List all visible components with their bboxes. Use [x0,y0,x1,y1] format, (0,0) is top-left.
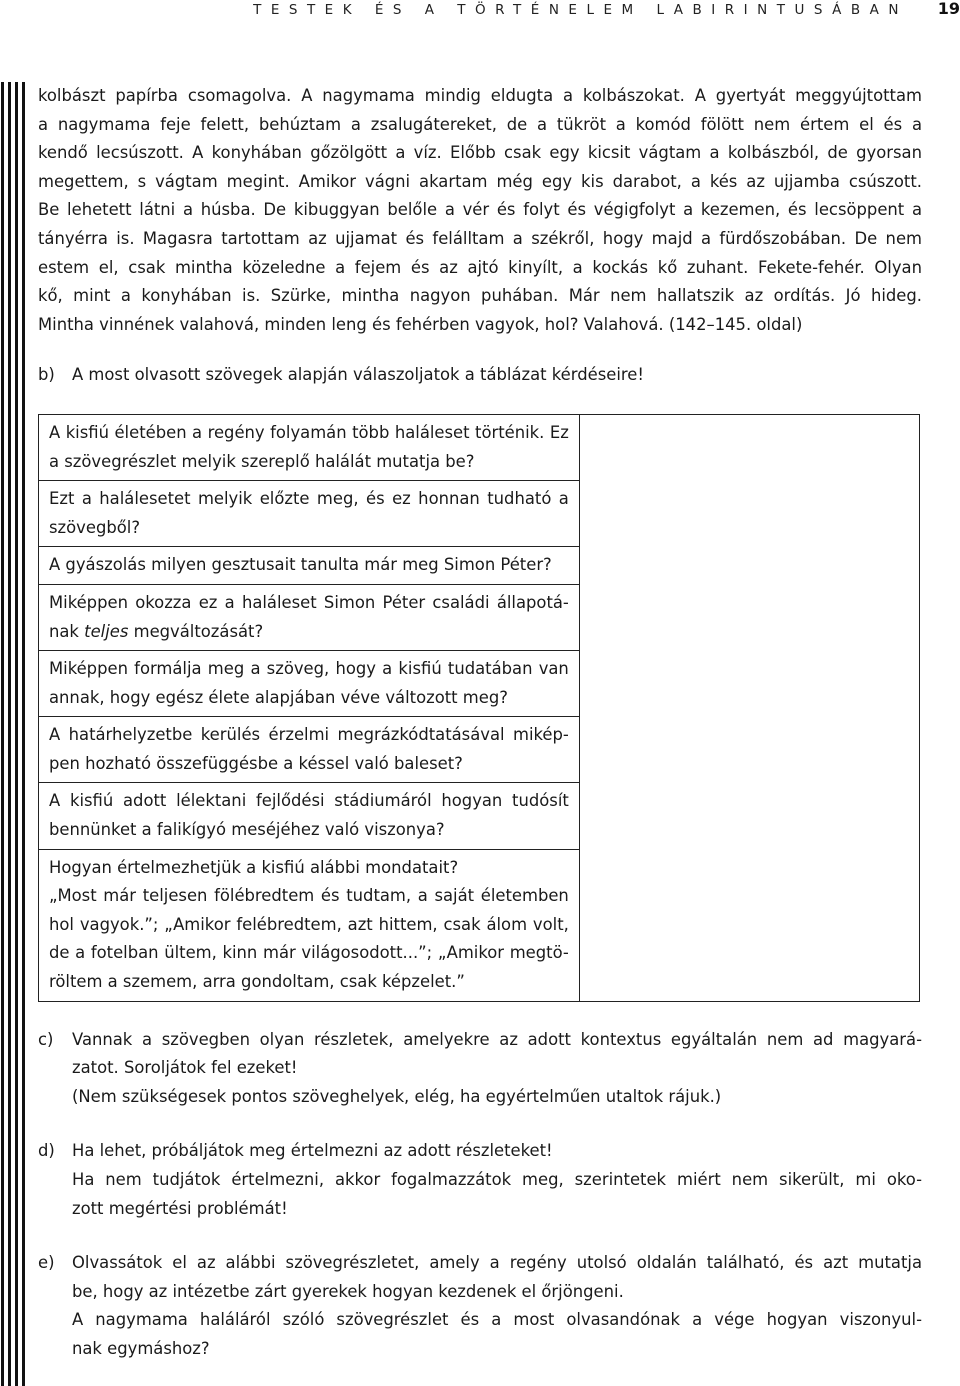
question-line: Ezt a halálesetet melyik előzte meg, és ez honnan tudható a [49,489,569,509]
table-row [39,414,920,480]
task-e [38,1249,922,1363]
task-line: Ha lehet, próbáljátok meg értelmezni az adott részleteket! [72,1141,553,1161]
task-line: be, hogy az intézetbe zárt gyerekek hogyan kezdenek el őrjöngeni. [72,1281,624,1301]
task-b [38,361,922,390]
task-letter: d) [38,1141,55,1161]
question-line: bennünket a falikígyó meséjéhez való viszonya? [49,820,445,840]
question-cell [39,584,580,650]
task-line: Ha nem tudjátok értelmezni, akkor fogalmazzátok meg, szerintetek miért nem sikerült, mi oko- [72,1170,922,1189]
question-cell [39,849,580,1001]
passage-line: estem el, csak mintha közeledne a fejem és az ajtó kinyílt, a kockás kő zuhant. Fekete-fehér. Olyan [38,257,922,277]
running-title: TESTEK ÉS A TÖRTÉNELEM LABIRINTUSÁBAN [253,2,908,18]
novel-passage [38,82,922,339]
page-content [38,82,922,1364]
question-line: Miképpen okozza ez a haláleset Simon Péter családi állapotá- [49,592,569,612]
emphasized-word: teljes [84,621,129,641]
question-line: hol vagyok.”; „Amikor felébredtem, azt hittem, csak álom volt, [49,914,569,934]
passage-line: tányérra is. Magasra tartottam az ujjamat és felálltam a székről, hogy majd a fürdőszobában. De nem [38,228,922,248]
question-line: annak, hogy egész élete alapjában véve változott meg? [49,687,508,707]
question-cell [39,547,580,585]
question-line: szövegből? [49,517,141,537]
question-line: de a fotelban ültem, kinn már világosodott...”; „Amikor megtö- [49,943,569,963]
question-line: A kisfiú életében a regény folyamán több haláleset történik. Ez [49,422,569,442]
question-cell [39,481,580,547]
passage-line: Be lehetett látni a húsba. De kibuggyan belőle a vér és folyt és végigfolyt a kezemen, és lecsöppent a [38,200,922,220]
answer-cell[interactable] [579,414,919,1001]
task-c [38,1026,922,1112]
question-text: megváltozását? [128,621,264,641]
page-number: 19 [937,0,960,18]
question-line: A kisfiú adott lélektani fejlődési stádiumáról hogyan tudósít [49,791,569,811]
task-line: Olvassátok el az alábbi szövegrészletet, amely a regény utolsó oldalán található, és azt mutatja [72,1253,922,1273]
question-line: Miképpen formálja meg a szöveg, hogy a kisfiú tudatában van [49,659,569,679]
question-cell [39,717,580,783]
margin-bar [15,82,18,1386]
answer-table [38,414,920,1002]
margin-bar [8,82,11,1386]
task-line: (Nem szükségesek pontos szöveghelyek, elég, ha egyértelműen utaltok rájuk.) [72,1086,722,1106]
question-cell [39,651,580,717]
task-line: zatot. Soroljátok fel ezeket! [72,1058,298,1078]
passage-line: a nagymama feje felett, behúztam a zsalugátereket, de a tükröt a komód fölött nem értem el és a [38,114,922,134]
question-line: Hogyan értelmezhetjük a kisfiú alábbi mondatait? [49,857,459,877]
task-letter: b) [38,365,55,385]
question-line: „Most már teljesen fölébredtem és tudtam, a saját életemben [49,886,569,906]
task-line: zott megértési problémát! [72,1198,288,1218]
passage-line: kő, mint a konyhában is. Szürke, mintha nagyon puhában. Már nem hallatszik az ordítás. Jó hideg. [38,286,922,306]
task-letter: e) [38,1253,55,1273]
question-line: a szövegrészlet melyik szereplő halálát mutatja be? [49,451,475,471]
question-line: pen hozható összefüggésbe a késsel való baleset? [49,753,463,773]
question-cell [39,783,580,849]
running-header [0,0,960,28]
question-line [49,618,569,647]
passage-line: kolbászt papírba csomagolva. A nagymama mindig eldugta a kolbászokat. A gyertyát meggyújtottam [38,86,922,105]
task-d [38,1137,922,1223]
task-line: A nagymama haláláról szóló szövegrészlet és a most olvasandónak a vége hogyan viszonyul- [72,1310,922,1330]
question-line: A határhelyzetbe kerülés érzelmi megrázkódtatásával mikép- [49,725,569,745]
passage-line: megettem, s vágtam megint. Amikor vágni akartam még egy kis darabot, a kés az ujjamba csúszott. [38,171,922,191]
passage-line: kendő lecsúszott. A konyhában gőzölgött a víz. Előbb csak egy kicsit vágtam a kolbászból, de gyorsan [38,143,922,163]
question-line: A gyászolás milyen gesztusait tanulta már meg Simon Péter? [49,555,552,575]
question-line: röltem a szemem, arra gondoltam, csak képzelet.” [49,972,465,992]
passage-line: Mintha vinnének valahová, minden leng és fehérben vagyok, hol? Valahová. (142–145. oldal) [38,314,803,334]
task-letter: c) [38,1029,54,1049]
question-cell [39,414,580,480]
task-text: A most olvasott szövegek alapján válaszoljatok a táblázat kérdéseire! [72,365,644,385]
margin-bar [22,82,25,1386]
task-line: nak egymáshoz? [72,1338,210,1358]
question-text: nak [49,621,85,641]
margin-bar [1,82,4,1386]
task-line: Vannak a szövegben olyan részletek, amelyekre az adott kontextus egyáltalán nem ad magyará- [72,1029,922,1049]
